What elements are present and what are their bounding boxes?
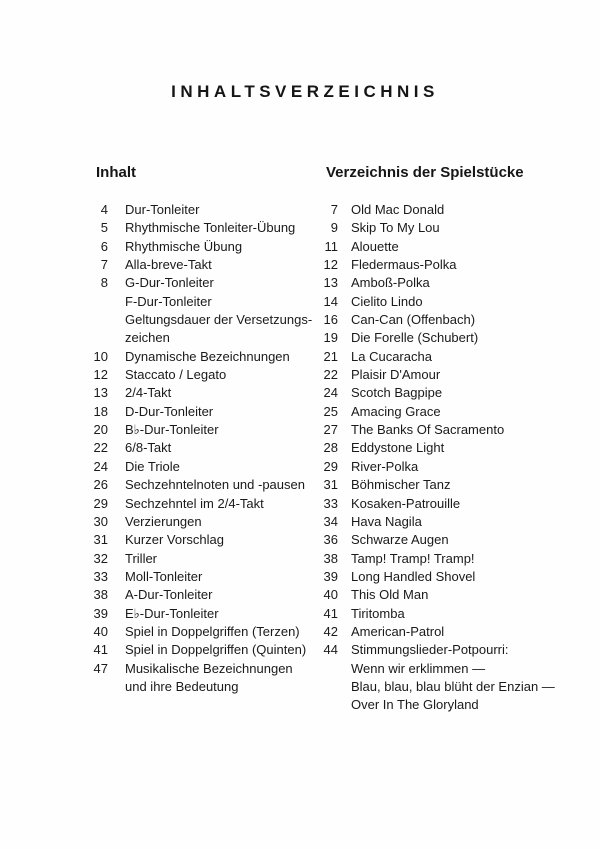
entry-page-number: 31 bbox=[323, 477, 338, 493]
entry-page-number: 24 bbox=[323, 385, 338, 401]
entry-title: Plaisir D'Amour bbox=[351, 367, 441, 383]
toc-entry bbox=[310, 605, 590, 623]
entry-page-number: 11 bbox=[324, 238, 338, 254]
entry-title: Die Triole bbox=[125, 458, 180, 474]
entry-page-number: 22 bbox=[93, 440, 108, 456]
entry-title: A-Dur-Tonleiter bbox=[125, 587, 213, 603]
entry-title: zeichen bbox=[125, 330, 170, 346]
toc-entry bbox=[80, 513, 320, 531]
entry-title: Scotch Bagpipe bbox=[351, 385, 443, 401]
toc-entry bbox=[310, 513, 590, 531]
toc-entry bbox=[310, 531, 590, 549]
entry-page-number bbox=[80, 678, 108, 696]
toc-entry bbox=[80, 366, 320, 384]
column-header: Verzeichnis der Spielstücke bbox=[326, 164, 524, 181]
entry-page-number: 4 bbox=[100, 202, 108, 217]
entry-title: Old Mac Donald bbox=[351, 202, 445, 217]
toc-entry bbox=[310, 476, 590, 494]
entry-page-number: 14 bbox=[323, 293, 338, 309]
entry-title: und ihre Bedeutung bbox=[125, 678, 239, 694]
toc-entry bbox=[80, 238, 320, 256]
entry-page-number: 12 bbox=[93, 367, 108, 383]
toc-entry bbox=[80, 678, 320, 696]
entry-page-number: 33 bbox=[93, 568, 108, 584]
entry-title: The Banks Of Sacramento bbox=[351, 422, 505, 438]
entry-title: Can-Can (Offenbach) bbox=[351, 312, 476, 328]
entry-page-number: 9 bbox=[330, 220, 338, 236]
toc-entry bbox=[80, 256, 320, 274]
toc-entry bbox=[310, 366, 590, 384]
toc-entry bbox=[310, 495, 590, 513]
entry-page-number: 16 bbox=[323, 312, 338, 328]
entry-page-number bbox=[80, 311, 108, 329]
entry-list bbox=[310, 201, 590, 715]
entry-title: Fledermaus-Polka bbox=[351, 257, 457, 273]
toc-entry bbox=[80, 623, 320, 641]
entry-title: Sechzehntelnoten und -pausen bbox=[125, 477, 305, 493]
entry-page-number bbox=[310, 696, 338, 714]
entry-title: American-Patrol bbox=[351, 623, 445, 639]
entry-page-number: 39 bbox=[93, 605, 108, 621]
toc-entry bbox=[80, 348, 320, 366]
entry-title: Staccato / Legato bbox=[125, 367, 227, 383]
toc-entry bbox=[310, 439, 590, 457]
toc-entry bbox=[80, 219, 320, 237]
entry-page-number: 44 bbox=[323, 642, 338, 658]
toc-entry bbox=[310, 293, 590, 311]
entry-page-number: 5 bbox=[100, 220, 108, 236]
entry-page-number: 26 bbox=[93, 477, 108, 493]
toc-entry bbox=[80, 550, 320, 568]
entry-page-number: 39 bbox=[323, 568, 338, 584]
entry-title: Kurzer Vorschlag bbox=[125, 532, 224, 548]
entry-title: Stimmungslieder-Potpourri: bbox=[351, 642, 509, 658]
entry-title: Verzierungen bbox=[125, 513, 202, 529]
toc-entry bbox=[310, 458, 590, 476]
entry-page-number: 36 bbox=[323, 532, 338, 548]
toc-entry bbox=[80, 311, 320, 329]
entry-page-number bbox=[310, 660, 338, 678]
entry-page-number: 34 bbox=[323, 513, 338, 529]
entry-title: Amacing Grace bbox=[351, 403, 441, 419]
page-title: INHALTSVERZEICHNIS bbox=[171, 82, 439, 101]
toc-entry bbox=[80, 274, 320, 292]
entry-page-number: 28 bbox=[323, 440, 338, 456]
entry-title: Musikalische Bezeichnungen bbox=[125, 660, 293, 676]
entry-page-number: 29 bbox=[93, 495, 108, 511]
entry-page-number: 38 bbox=[93, 587, 108, 603]
entry-page-number: 40 bbox=[323, 587, 338, 603]
toc-entry bbox=[80, 329, 320, 347]
entry-title: Alla-breve-Takt bbox=[125, 257, 212, 273]
entry-title: Skip To My Lou bbox=[351, 220, 440, 236]
toc-entry bbox=[310, 348, 590, 366]
entry-title: Böhmischer Tanz bbox=[351, 477, 451, 493]
entry-title: Blau, blau, blau blüht der Enzian — bbox=[351, 678, 555, 694]
entry-page-number: 31 bbox=[93, 532, 108, 548]
toc-entry bbox=[310, 311, 590, 329]
entry-page-number: 8 bbox=[100, 275, 108, 291]
entry-title: Wenn wir erklimmen — bbox=[351, 660, 486, 676]
toc-entry bbox=[310, 660, 590, 678]
toc-entry bbox=[310, 256, 590, 274]
entry-title: Cielito Lindo bbox=[351, 293, 423, 309]
entry-page-number: 13 bbox=[93, 385, 108, 401]
toc-entry bbox=[80, 421, 320, 439]
toc-entry bbox=[80, 641, 320, 659]
entry-page-number: 13 bbox=[323, 275, 338, 291]
entry-page-number: 24 bbox=[93, 458, 108, 474]
toc-entry bbox=[310, 696, 590, 714]
toc-entry bbox=[80, 495, 320, 513]
entry-page-number: 27 bbox=[323, 422, 338, 438]
toc-entry bbox=[80, 568, 320, 586]
entry-page-number: 20 bbox=[93, 422, 108, 438]
toc-entry bbox=[80, 403, 320, 421]
toc-entry bbox=[310, 678, 590, 696]
entry-page-number: 7 bbox=[330, 202, 338, 217]
entry-page-number: 41 bbox=[93, 642, 108, 658]
toc-entry bbox=[80, 458, 320, 476]
toc-entry bbox=[310, 403, 590, 421]
entry-title: Rhythmische Übung bbox=[125, 238, 243, 254]
entry-title: Tamp! Tramp! Tramp! bbox=[351, 550, 475, 566]
entry-title: Tiritomba bbox=[351, 605, 405, 621]
entry-title: Spiel in Doppelgriffen (Quinten) bbox=[125, 642, 307, 658]
entry-title: G-Dur-Tonleiter bbox=[125, 275, 214, 291]
entry-page-number: 22 bbox=[323, 367, 338, 383]
toc-entry bbox=[80, 531, 320, 549]
toc-entry bbox=[310, 329, 590, 347]
entry-title: E♭-Dur-Tonleiter bbox=[125, 605, 219, 621]
entry-title: 6/8-Takt bbox=[125, 440, 172, 456]
entry-title: Eddystone Light bbox=[351, 440, 445, 456]
entry-title: B♭-Dur-Tonleiter bbox=[125, 422, 219, 438]
toc-entry bbox=[310, 274, 590, 292]
entry-page-number: 12 bbox=[323, 257, 338, 273]
entry-title: F-Dur-Tonleiter bbox=[125, 293, 212, 309]
toc-entry bbox=[310, 586, 590, 604]
entry-title: Sechzehntel im 2/4-Takt bbox=[125, 495, 264, 511]
entry-title: Moll-Tonleiter bbox=[125, 568, 203, 584]
entry-page-number: 18 bbox=[93, 403, 108, 419]
toc-column bbox=[80, 163, 320, 696]
toc-entry bbox=[80, 605, 320, 623]
entry-page-number: 41 bbox=[323, 605, 338, 621]
entry-title: River-Polka bbox=[351, 458, 419, 474]
entry-page-number: 33 bbox=[323, 495, 338, 511]
column-header: Inhalt bbox=[96, 164, 136, 181]
toc-entry bbox=[310, 641, 590, 659]
entry-page-number bbox=[80, 293, 108, 311]
toc-entry bbox=[310, 238, 590, 256]
entry-title: D-Dur-Tonleiter bbox=[125, 403, 214, 419]
entry-title: Geltungsdauer der Versetzungs- bbox=[125, 312, 313, 328]
entry-page-number: 7 bbox=[100, 257, 108, 273]
entry-page-number: 40 bbox=[93, 623, 108, 639]
toc-entry bbox=[80, 586, 320, 604]
entry-title: Dynamische Bezeichnungen bbox=[125, 348, 290, 364]
toc-column bbox=[310, 163, 590, 715]
toc-entry bbox=[80, 201, 320, 219]
toc-entry bbox=[310, 421, 590, 439]
entry-page-number: 30 bbox=[93, 513, 108, 529]
entry-page-number: 38 bbox=[323, 550, 338, 566]
entry-title: Schwarze Augen bbox=[351, 532, 449, 548]
entry-list bbox=[80, 201, 320, 696]
toc-entry bbox=[80, 293, 320, 311]
entry-page-number: 21 bbox=[323, 348, 338, 364]
toc-entry bbox=[310, 623, 590, 641]
entry-title: La Cucaracha bbox=[351, 348, 432, 364]
toc-entry bbox=[310, 219, 590, 237]
toc-entry bbox=[310, 550, 590, 568]
entry-page-number bbox=[310, 678, 338, 696]
toc-entry bbox=[80, 660, 320, 678]
entry-title: Triller bbox=[125, 550, 158, 566]
toc-entry bbox=[80, 476, 320, 494]
entry-title: This Old Man bbox=[351, 587, 429, 603]
entry-title: 2/4-Takt bbox=[125, 385, 172, 401]
entry-page-number: 42 bbox=[323, 623, 338, 639]
entry-page-number: 32 bbox=[93, 550, 108, 566]
toc-entry bbox=[80, 384, 320, 402]
entry-page-number: 47 bbox=[93, 660, 108, 676]
toc-entry bbox=[80, 439, 320, 457]
entry-title: Amboß-Polka bbox=[351, 275, 430, 291]
toc-entry bbox=[310, 568, 590, 586]
entry-title: Kosaken-Patrouille bbox=[351, 495, 461, 511]
toc-entry bbox=[310, 384, 590, 402]
entry-title: Over In The Gloryland bbox=[351, 697, 479, 713]
entry-page-number: 19 bbox=[323, 330, 338, 346]
entry-title: Spiel in Doppelgriffen (Terzen) bbox=[125, 623, 300, 639]
entry-title: Die Forelle (Schubert) bbox=[351, 330, 479, 346]
entry-title: Alouette bbox=[351, 238, 399, 254]
entry-title: Rhythmische Tonleiter-Übung bbox=[125, 220, 296, 236]
entry-title: Hava Nagila bbox=[351, 513, 422, 529]
entry-page-number: 29 bbox=[323, 458, 338, 474]
entry-page-number: 10 bbox=[93, 348, 108, 364]
entry-page-number: 25 bbox=[323, 403, 338, 419]
entry-title: Dur-Tonleiter bbox=[125, 202, 200, 217]
entry-title: Long Handled Shovel bbox=[351, 568, 476, 584]
toc-entry bbox=[310, 201, 590, 219]
entry-page-number: 6 bbox=[100, 238, 108, 254]
entry-page-number bbox=[80, 329, 108, 347]
